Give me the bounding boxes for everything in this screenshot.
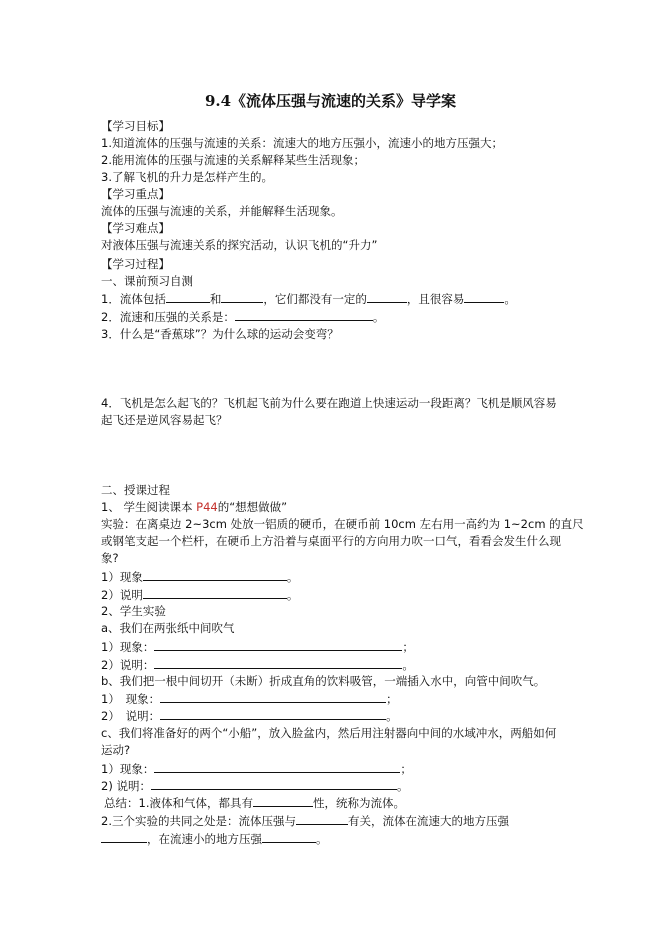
a-explanation-end: 。 — [402, 658, 414, 672]
experiment-a-heading: a、我们在两张纸中间吹气 — [101, 621, 235, 635]
a-phenomenon-end: ； — [402, 640, 414, 654]
summary-2-text-a: 2.三个实验的共同之处是：流体压强与 — [101, 814, 296, 828]
phenomenon-1-label: 1）现象 — [101, 570, 143, 584]
question-4-line-1: 4．飞机是怎么起飞的？飞机起飞前为什么要在跑道上快速运动一段距离？飞机是顺风容易 — [101, 396, 557, 410]
goal-item-3: 3.了解飞机的升力是怎样产生的。 — [101, 170, 273, 184]
explanation-1 — [101, 586, 298, 604]
a-phenomenon-label: 1）现象： — [101, 640, 155, 654]
c-phenomenon-end: ； — [400, 762, 412, 776]
b-phenomenon-label: 1） 现象： — [101, 692, 161, 706]
summary-2-line-2 — [101, 830, 328, 848]
fill-blank[interactable] — [101, 830, 147, 843]
page-ref: P44 — [196, 500, 218, 514]
fill-blank[interactable] — [235, 308, 373, 321]
goal-item-2: 2.能用流体的压强与流速的关系解释某些生活现象； — [101, 153, 365, 167]
explanation-1-label: 2）说明 — [101, 588, 143, 602]
item-1-text-a: 1、 学生阅读课本 — [101, 500, 197, 514]
fill-blank[interactable] — [262, 830, 316, 843]
question-2-text-b: 。 — [372, 310, 385, 324]
summary-1-text-a: 总结：1.液体和气体，都具有 — [104, 796, 253, 810]
fill-blank[interactable] — [166, 290, 210, 303]
explanation-1-end: 。 — [286, 588, 299, 602]
c-phenomenon-label: 1）现象： — [101, 762, 155, 776]
fill-blank[interactable] — [253, 794, 313, 807]
section2-item-2: 2、学生实验 — [101, 604, 166, 618]
question-3: 3．什么是“香蕉球”？为什么球的运动会变弯？ — [101, 327, 339, 341]
summary-2-line-1 — [101, 812, 509, 830]
question-1 — [101, 290, 516, 308]
experiment-b-phenomenon — [101, 690, 398, 708]
goals-header: 【学习目标】 — [101, 119, 170, 133]
c-explanation-end: 。 — [396, 779, 409, 793]
experiment-c-heading-2: 运动? — [101, 743, 131, 757]
item-1-text-b: 的“想想做做” — [217, 500, 288, 514]
experiment-line-3: 象? — [101, 551, 119, 565]
fill-blank[interactable] — [464, 290, 504, 303]
c-explanation-label: 2) 说明： — [101, 779, 151, 793]
process-header: 【学习过程】 — [101, 257, 170, 271]
experiment-b-heading: b、我们把一根中间切开（未断）折成直角的饮料吸管，一端插入水中，向管中间吹气。 — [101, 674, 546, 688]
summary-1-text-b: 性，统称为流体。 — [312, 796, 405, 810]
phenomenon-1 — [101, 568, 298, 586]
fill-blank[interactable] — [221, 290, 263, 303]
phenomenon-1-end: 。 — [286, 570, 299, 584]
experiment-line-2: 或钢笔支起一个栏杆，在硬币上方沿着与桌面平行的方向用力吹一口气，看看会发生什么现 — [101, 534, 561, 548]
goal-item-1: 1.知道流体的压强与流速的关系：流速大的地方压强小，流速小的地方压强大； — [101, 136, 503, 150]
experiment-c-explanation — [101, 777, 408, 795]
a-explanation-label: 2）说明： — [101, 658, 155, 672]
difficulty-header: 【学习难点】 — [101, 221, 170, 235]
question-1-text-c: ，它们都没有一定的 — [263, 292, 367, 306]
difficulty-text: 对液体压强与流速关系的探究活动，认识飞机的“升力” — [101, 238, 378, 252]
experiment-c-phenomenon — [101, 760, 412, 778]
section2-item-1 — [101, 499, 287, 516]
key-text: 流体的压强与流速的关系，并能解释生活现象。 — [101, 204, 343, 218]
summary-2-text-c: ，在流速小的地方压强 — [147, 832, 262, 846]
summary-2-text-b: 有关，流体在流速大的地方压强 — [347, 814, 509, 828]
fill-blank[interactable] — [296, 812, 348, 825]
question-2-text-a: 2．流速和压强的关系是： — [101, 310, 235, 324]
section1-heading: 一、课前预习自测 — [101, 274, 193, 288]
b-explanation-label: 2） 说明： — [101, 709, 161, 723]
section2-heading: 二、授课过程 — [101, 483, 170, 497]
question-4-line-2: 起飞还是逆风容易起飞？ — [101, 413, 228, 427]
fill-blank[interactable] — [154, 638, 402, 651]
fill-blank[interactable] — [160, 707, 386, 720]
fill-blank[interactable] — [154, 760, 400, 773]
question-1-text-b: 和 — [209, 292, 222, 306]
page-title: 9.4《流体压强与流速的关系》导学案 — [204, 92, 457, 110]
fill-blank[interactable] — [151, 777, 397, 790]
b-explanation-end: 。 — [386, 709, 398, 723]
fill-blank[interactable] — [143, 586, 287, 599]
summary-1 — [104, 794, 405, 812]
summary-2-text-d: 。 — [316, 832, 328, 846]
fill-blank[interactable] — [154, 656, 402, 669]
question-1-text-d: ，且很容易 — [406, 292, 465, 306]
question-1-text-e: 。 — [504, 292, 516, 306]
b-phenomenon-end: ； — [386, 692, 398, 706]
experiment-b-explanation — [101, 707, 398, 725]
question-2 — [101, 308, 384, 326]
experiment-c-heading-1: c、我们将准备好的两个“小船”，放入脸盆内，然后用注射器向中间的水域冲水，两船如何 — [101, 726, 557, 740]
question-1-text-a: 1．流体包括 — [101, 292, 166, 306]
experiment-a-phenomenon — [101, 638, 414, 656]
fill-blank[interactable] — [160, 690, 386, 703]
fill-blank[interactable] — [367, 290, 407, 303]
experiment-a-explanation — [101, 656, 414, 674]
key-header: 【学习重点】 — [101, 187, 170, 201]
experiment-line-1: 实验：在离桌边 2~3cm 处放一铝质的硬币，在硬币前 10cm 左右用一高约为 1~2cm 的直尺 — [101, 517, 584, 531]
fill-blank[interactable] — [143, 568, 287, 581]
